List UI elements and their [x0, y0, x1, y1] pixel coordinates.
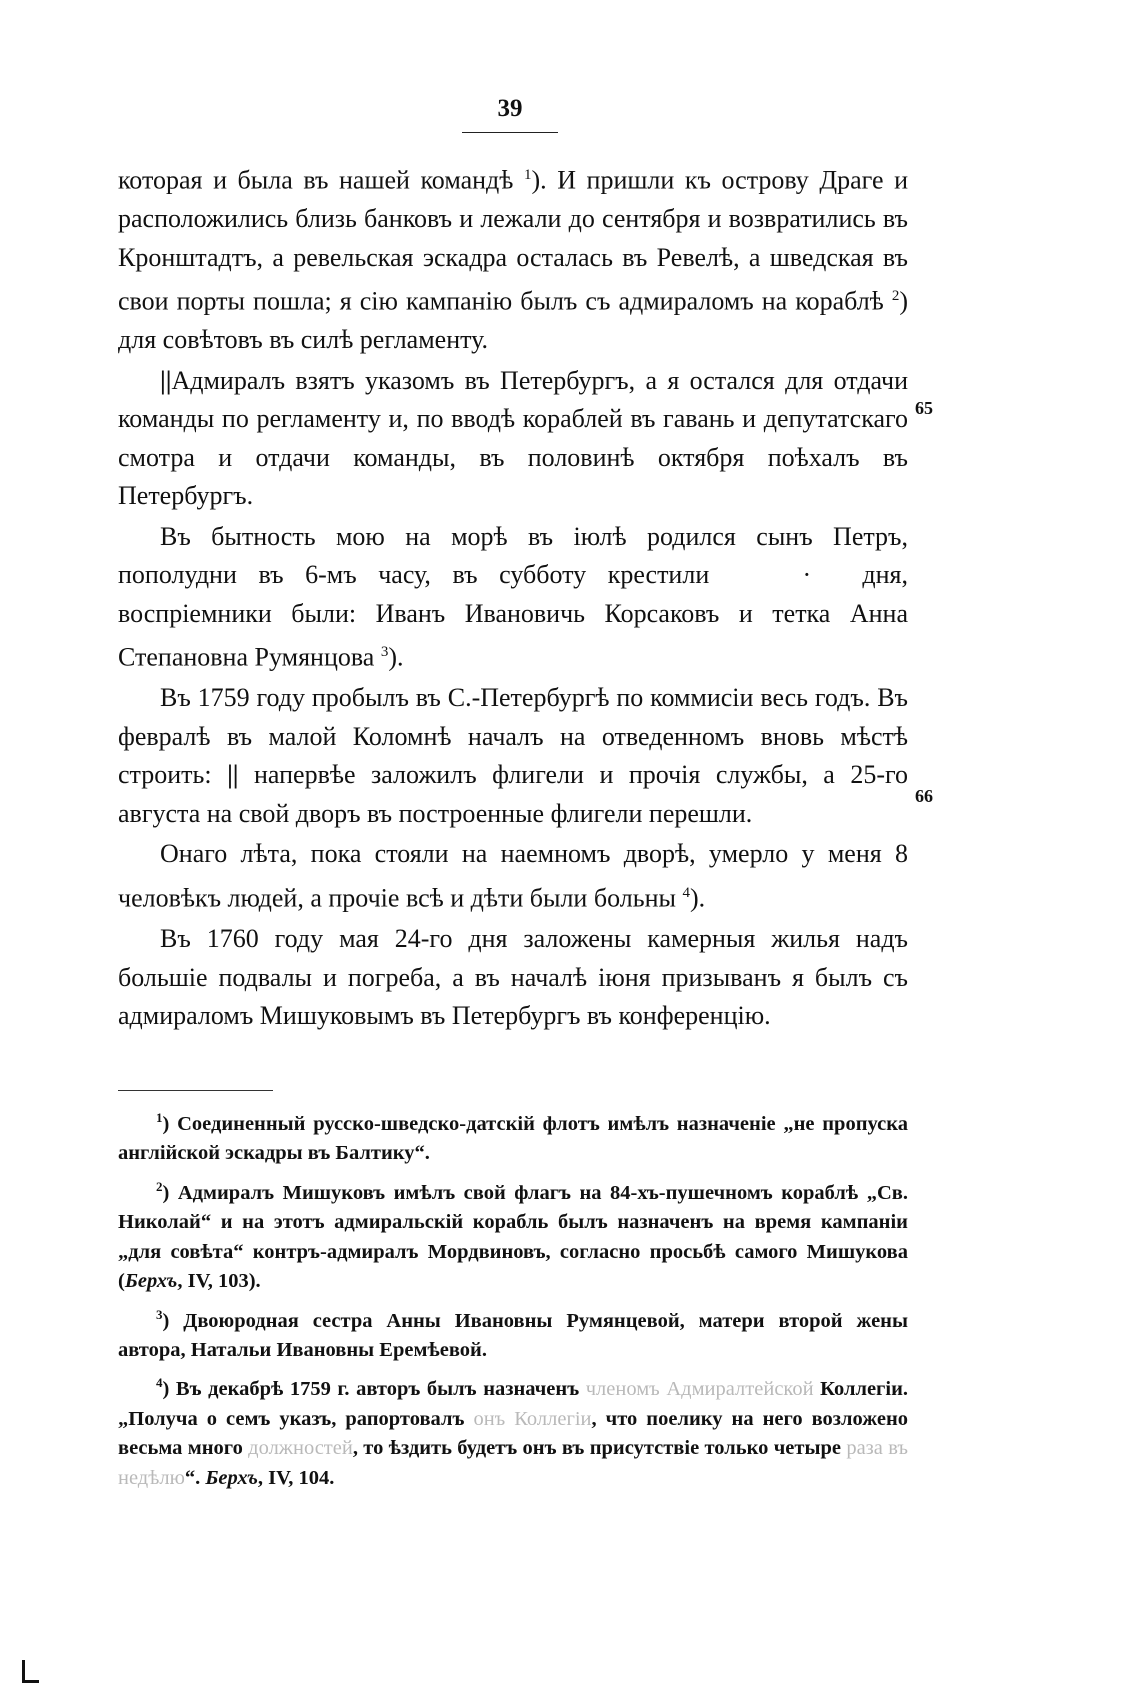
paragraph-2: [118, 362, 908, 516]
page-number-rule: [462, 132, 558, 133]
footnote-text-faded: должностей: [248, 1437, 353, 1460]
paragraph-text: Въ 1759 году пробылъ въ С.-Петербургѣ по коммисіи весь годъ. Въ февралѣ въ малой Коломнѣ началъ на отведенномъ вновь мѣстѣ строить:: [118, 683, 908, 790]
footnote-mark: 4: [156, 1375, 163, 1391]
footnote-ref[interactable]: 2: [891, 288, 900, 305]
paragraph-1: [118, 156, 908, 360]
footnote-text: Коллегіи. „Получа о семъ указъ, рапортовалъ: [118, 1378, 909, 1430]
paragraph-text: ).: [388, 642, 404, 672]
paragraph-6: [118, 920, 908, 1036]
paragraph-text: которая и была въ нашей командѣ: [118, 165, 524, 195]
footnotes: [118, 1103, 908, 1496]
main-text: [118, 156, 908, 1038]
footnote-ref[interactable]: 3: [380, 644, 389, 661]
footnote-3: $^3$) Двоюродная сестра Анны Ивановны Румянцевой, матери второй жены автора, Натальи Ивановны Еремѣевой.: [118, 1306, 909, 1361]
footnote-text: Въ декабрѣ 1759 г. авторъ былъ назначенъ: [175, 1378, 586, 1401]
footnote-separator: [118, 1090, 273, 1091]
page-break-marker: ||: [227, 760, 239, 790]
paragraph-text: Адмиралъ взятъ указомъ въ Петербургъ, а я остался для отдачи команды по регламенту и, по вводѣ кораблей въ гавань и депутатскаго смотра и отдачи команды, въ половинѣ октября поѣхалъ въ Петербургъ.: [118, 365, 908, 511]
margin-page-number: 65: [915, 398, 933, 418]
margin-page-number: 66: [915, 786, 933, 806]
footnote-ref[interactable]: 4: [682, 884, 690, 901]
footnote-text: Соединенный русско-шведско-датскій флотъ имѣлъ назначеніе „не пропуска англійской эскадры въ Балтику“.: [118, 1112, 908, 1165]
footnote-mark: 2: [156, 1178, 163, 1194]
footnote-text: , то ѣздить будетъ онъ въ присутствіе только четыре: [352, 1437, 847, 1460]
footnote-text-faded: раза въ недѣлю: [118, 1437, 908, 1489]
footnote-ref[interactable]: 1: [523, 167, 532, 183]
footnote-text: “.: [184, 1466, 206, 1489]
footnote-mark: 1: [156, 1110, 163, 1125]
footnote-mark: 3: [156, 1306, 163, 1322]
footnote-text: Адмиралъ Мишуковъ имѣлъ свой флагъ на 84-хъ-пушечномъ кораблѣ „Св. Николай“ и на этотъ адмиральскій корабль былъ назначенъ на время кампаніи „для совѣта“ контръ-адмиралъ Мордвиновъ, согласно просьбѣ самого Мишукова (: [118, 1181, 908, 1293]
paragraph-text: Въ бытность мою на морѣ въ іюлѣ родился сынъ Петръ, пополудни въ 6-мъ часу, въ субботу крестили: [118, 521, 908, 590]
citation-author: Берхъ: [124, 1270, 178, 1293]
footnote-text-faded: членомъ Адмиралтейской: [585, 1378, 814, 1401]
paragraph-5: [118, 835, 908, 918]
paragraph-text: напервѣе заложилъ флигели и прочія службы, а 25-го августа на свой дворъ въ построенные флигели перешли.: [118, 760, 908, 828]
blank-gap-mark: ·: [802, 560, 812, 590]
scan-corner-mark: [22, 1660, 39, 1683]
paragraph-text: дня, воспріемники были: Иванъ Ивановичь Корсаковъ и тетка Анна Степановна Румянцова: [118, 560, 908, 672]
footnote-4: $^4$) Въ декабрѣ 1759 г. авторъ былъ назначенъ членомъ Адмиралтейской Коллегіи. „Получа о семъ указъ, рапортовалъ онъ Коллегіи, что поелику на него возложено весьма много должностей, то ѣздить будетъ онъ въ присутствіе только четыре раза въ недѣлю“. Берхъ, IV, 104.: [118, 1375, 909, 1489]
footnote-text: Двоюродная сестра Анны Ивановны Румянцевой, матери второй жены автора, Натальи Ивановны Еремѣевой.: [118, 1309, 909, 1361]
page-number: 39: [497, 95, 523, 122]
paragraph-text: ) для совѣтовъ въ силѣ регламенту.: [118, 286, 908, 355]
paragraph-text: Въ 1760 году мая 24-го дня заложены камерныя жилья надъ большіе подвалы и погреба, а въ началѣ іюня призыванъ я былъ съ адмираломъ Мишуковымъ въ Петербургъ въ конференцію.: [118, 924, 908, 1031]
footnote-text: , что поелику на него возложено весьма много: [118, 1407, 909, 1460]
footnote-1: $^1$) Соединенный русско-шведско-датскій флотъ имѣлъ назначеніе „не пропуска англійской эскадры въ Балтику“.: [118, 1110, 908, 1165]
paragraph-text: ). И пришли къ острову Драге и расположились близь банковъ и лежали до сентября и возвратились въ Кронштадтъ, а ревельская эскадра осталась въ Ревелѣ, а шведская въ свои порты пошла; я сію кампанію былъ съ адмираломъ на кораблѣ: [118, 165, 908, 316]
footnote-text: , IV, 104.: [257, 1466, 335, 1489]
paragraph-4: [118, 679, 908, 833]
footnote-2: $^2$) Адмиралъ Мишуковъ имѣлъ свой флагъ на 84-хъ-пушечномъ кораблѣ „Св. Николай“ и на этотъ адмиральскій корабль былъ назначенъ на время кампаніи „для совѣта“ контръ-адмиралъ Мордвиновъ, согласно просьбѣ самого Мишукова (Берхъ, IV, 103).: [118, 1178, 908, 1293]
citation-author: Берхъ: [205, 1466, 258, 1489]
paragraph-text: Онаго лѣта, пока стояли на наемномъ дворѣ, умерло у меня 8 человѣкъ людей, а прочіе всѣ и дѣти были больны: [118, 839, 908, 913]
page-break-marker: ||: [160, 365, 172, 395]
footnote-text: , IV, 103).: [177, 1270, 261, 1293]
footnote-text-faded: онъ Коллегіи: [473, 1407, 592, 1430]
paragraph-3: [118, 518, 908, 678]
paragraph-text: ).: [689, 883, 706, 913]
